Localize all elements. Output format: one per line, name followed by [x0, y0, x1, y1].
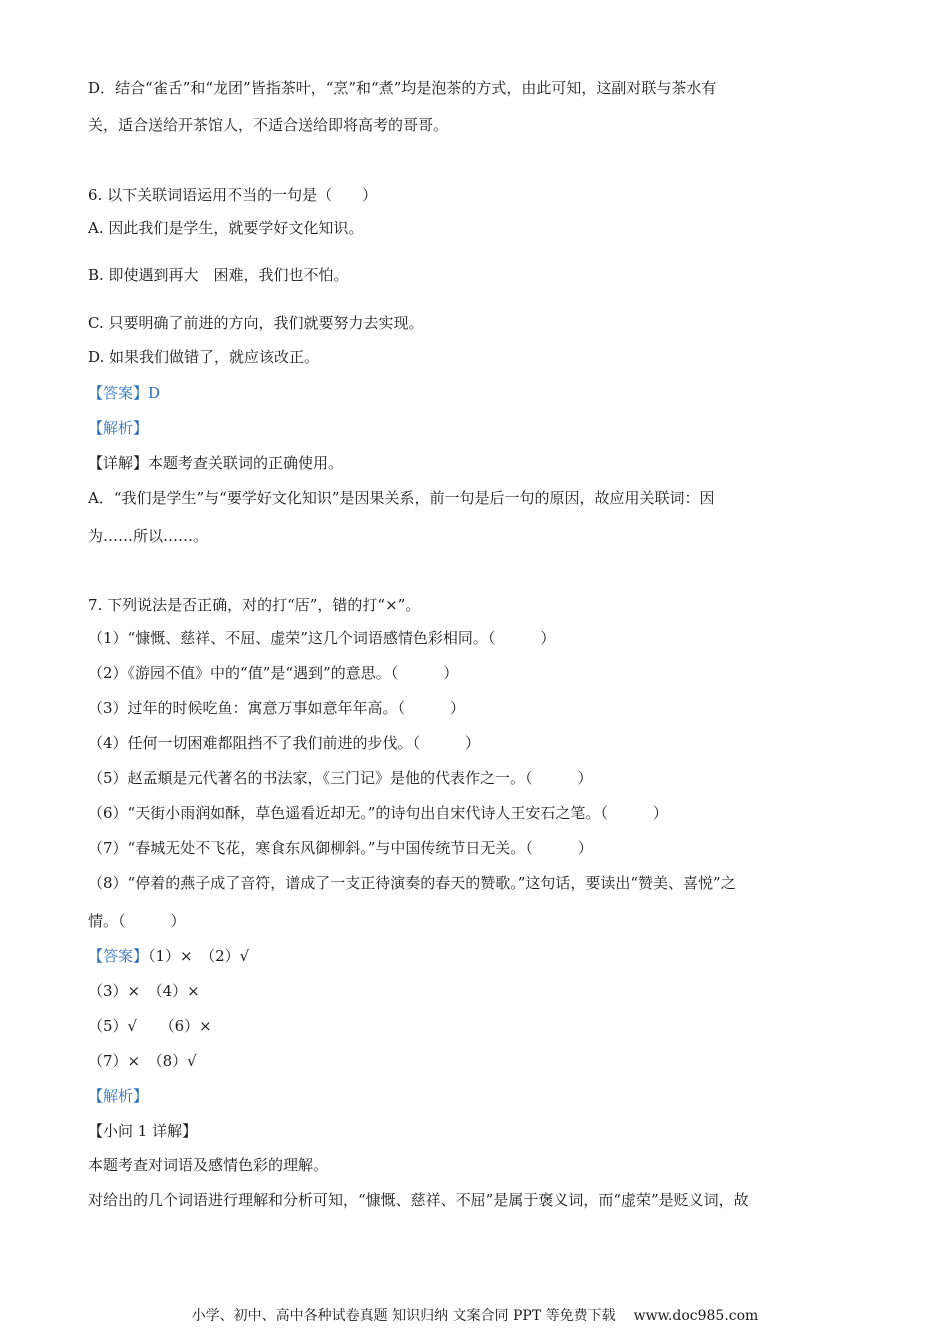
text-line: （7）× （8）√ [88, 1052, 197, 1070]
text-line: D．结合“雀舌”和“龙团”皆指茶叶，“烹”和“煮”均是泡茶的方式，由此可知，这副对联与茶水有 [88, 79, 717, 97]
text-line: （5）√ （6）× [88, 1017, 212, 1035]
text-line: 7. 下列说法是否正确，对的打“㕆”，错的打“×”。 [88, 596, 421, 614]
footer-text: 小学、初中、高中各种试卷真题 知识归纳 文案合同 PPT 等免费下载 [191, 1308, 616, 1324]
text-line: （3）× （4）× [88, 982, 200, 1000]
text-line: B. 即使遇到再大 困难，我们也不怕。 [88, 266, 349, 284]
text-line: C. 只要明确了前进的方向，我们就要努力去实现。 [88, 314, 424, 332]
text-line: 本题考查对词语及感情色彩的理解。 [88, 1156, 329, 1174]
text-line: 【答案】D [88, 384, 161, 402]
text-line: 对给出的几个词语进行理解和分析可知，“慷慨、慈祥、不屈”是属于褒义词，而“虚荣”是贬义词，故 [88, 1191, 749, 1209]
text-line: 【解析】 [88, 419, 149, 437]
text-line: D. 如果我们做错了，就应该改正。 [88, 348, 320, 366]
text-line: 为……所以……。 [88, 527, 209, 545]
text-line: （7）“春城无处不飞花，寒食东风御柳斜。”与中国传统节日无关。（ ） [88, 839, 593, 857]
text-line: 【答案】（1）× （2）√ [88, 947, 250, 965]
text-line: （8）“停着的燕子成了音符，谱成了一支正待演奏的春天的赞歌。”这句话，要读出“赞美、喜悦”之 [88, 874, 736, 892]
text-line: 6. 以下关联词语运用不当的一句是（ ） [88, 186, 378, 204]
text-line: 【详解】本题考查关联词的正确使用。 [88, 454, 344, 472]
text-line: （4）任何一切困难都阻挡不了我们前进的步伐。（ ） [88, 734, 481, 752]
text-line: （5）赵孟頫是元代著名的书法家，《三门记》是他的代表作之一。（ ） [88, 769, 593, 787]
footer-link[interactable]: www.doc985.com [633, 1308, 759, 1324]
page-footer [0, 1305, 950, 1325]
text-line: 【小问 1 详解】 [88, 1122, 198, 1140]
text-line: 情。（ ） [88, 912, 186, 930]
text-line: （6）“天街小雨润如酥，草色遥看近却无。”的诗句出自宋代诗人王安石之笔。（ ） [88, 804, 668, 822]
text-line: （3）过年的时候吃鱼：寓意万事如意年年高。（ ） [88, 699, 466, 717]
text-line: （1）“慷慨、慈祥、不屈、虚荣”这几个词语感情色彩相同。（ ） [88, 629, 556, 647]
text-line: A. 因此我们是学生，就要学好文化知识。 [88, 219, 364, 237]
text-line: A．“我们是学生”与“要学好文化知识”是因果关系，前一句是后一句的原因，故应用关联词：因 [88, 489, 715, 507]
text-line: 【解析】 [88, 1087, 149, 1105]
text-line: （2）《游园不值》中的“值”是“遇到”的意思。（ ） [88, 664, 459, 682]
text-line: 关，适合送给开茶馆人，不适合送给即将高考的哥哥。 [88, 116, 449, 134]
